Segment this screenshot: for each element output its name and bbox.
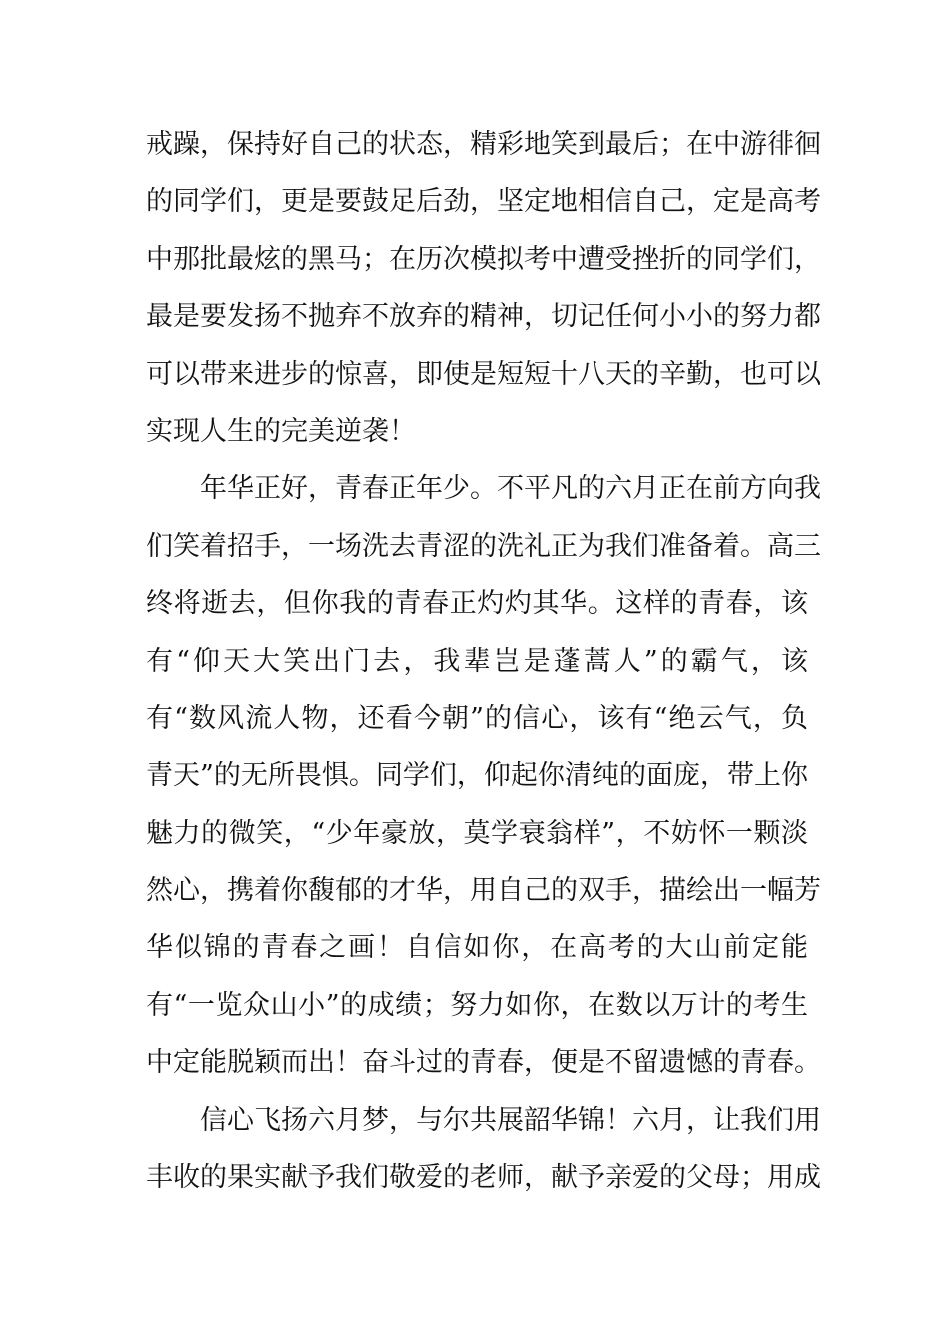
text-line: 终将逝去，但你我的青春正灼灼其华。这样的青春，该 <box>146 588 808 620</box>
text-line: 魅力的微笑，“少年豪放，莫学衰翁样”，不妨怀一颗淡 <box>146 817 808 849</box>
paragraph-3 <box>146 1092 821 1207</box>
text-line: 有“一览众山小”的成绩；努力如你，在数以万计的考生 <box>146 989 808 1021</box>
paragraph-2 <box>146 460 821 1091</box>
text-line: 有“仰天大笑出门去，我辈岂是蓬蒿人”的霸气，该 <box>146 645 808 677</box>
text-line: 青天”的无所畏惧。同学们，仰起你清纯的面庞，带上你 <box>146 760 808 792</box>
text-line: 年华正好，青春正年少。不平凡的六月正在前方向我 <box>200 473 821 505</box>
document-body <box>146 116 821 1206</box>
text-line: 们笑着招手，一场洗去青涩的洗礼正为我们准备着。高三 <box>146 530 821 562</box>
text-line: 丰收的果实献予我们敬爱的老师，献予亲爱的父母；用成 <box>146 1162 821 1194</box>
text-line: 最是要发扬不抛弃不放弃的精神，切记任何小小的努力都 <box>146 301 821 333</box>
text-line: 实现人生的完美逆袭！ <box>146 415 416 447</box>
text-line: 戒躁，保持好自己的状态，精彩地笑到最后；在中游徘徊 <box>146 129 821 160</box>
text-line: 中定能脱颖而出！奋斗过的青春，便是不留遗憾的青春。 <box>146 1047 821 1079</box>
paragraph-1 <box>146 116 821 460</box>
text-line: 有“数风流人物，还看今朝”的信心，该有“绝云气，负 <box>146 702 808 734</box>
text-line: 华似锦的青春之画！自信如你，在高考的大山前定能 <box>146 932 808 964</box>
text-line: 中那批最炫的黑马；在历次模拟考中遭受挫折的同学们， <box>146 243 821 275</box>
text-line: 然心，携着你馥郁的才华，用自己的双手，描绘出一幅芳 <box>146 875 821 907</box>
text-line: 信心飞扬六月梦，与尔共展韶华锦！六月，让我们用 <box>200 1104 821 1136</box>
text-line: 可以带来进步的惊喜，即使是短短十八天的辛勤，也可以 <box>146 358 821 390</box>
text-line: 的同学们，更是要鼓足后劲，坚定地相信自己，定是高考 <box>146 186 821 218</box>
